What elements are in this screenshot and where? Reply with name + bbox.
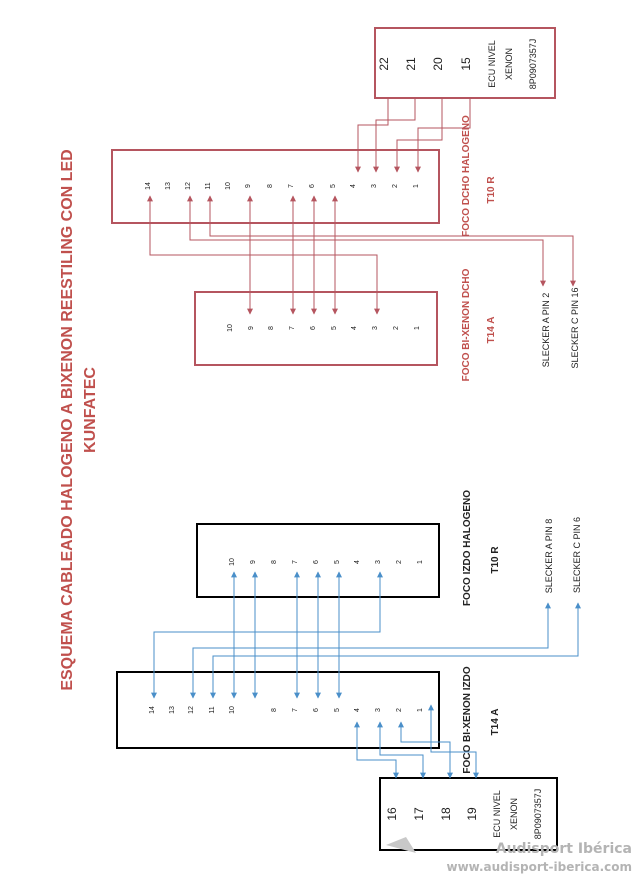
halogen-left-title: FOCO IZDO HALOGENO (462, 489, 473, 607)
bixenon-left-pin-1: 1 (417, 708, 424, 712)
bixenon-left (117, 666, 501, 773)
halogen-left-pin-5: 5 (334, 560, 341, 564)
wire-r-14-3 (150, 196, 377, 314)
ecu-right-code: 8P0907357J (528, 38, 538, 90)
bixenon-right-pin-3: 3 (372, 326, 379, 330)
slecker-right-c: SLECKER C PIN 16 (570, 287, 580, 369)
bixenon-right-pin-7: 7 (289, 326, 296, 330)
bixenon-left-pin-2: 2 (396, 708, 403, 712)
halogen-right-box (112, 150, 439, 223)
halogen-right-pin-5: 5 (330, 184, 337, 188)
ecu-right-pin-21: 21 (404, 57, 418, 71)
right-wires (150, 98, 573, 314)
wire-l-slecker-12 (193, 603, 548, 698)
halogen-right (112, 115, 497, 237)
bixenon-right (195, 268, 497, 381)
halogen-right-pin-2: 2 (392, 184, 399, 188)
halogen-right-pin-1: 1 (413, 184, 420, 188)
halogen-left-pin-6: 6 (313, 560, 320, 564)
bixenon-left-title: FOCO BI-XENON IZDO (462, 666, 473, 774)
halogen-left-pin-7: 7 (292, 560, 299, 564)
halogen-left (197, 490, 501, 606)
bixenon-left-pin-10: 10 (229, 706, 236, 714)
slecker-left-a: SLECKER A PIN 8 (544, 518, 554, 594)
halogen-right-pin-13: 13 (165, 182, 172, 190)
halogen-left-pin-3: 3 (375, 560, 382, 564)
ecu-left-label: ECU NIVEL (492, 790, 502, 838)
bixenon-right-conn: T14 A (486, 316, 497, 344)
bixenon-left-pin-8: 8 (271, 708, 278, 712)
diagram-subtitle: KUNFATEC (82, 367, 99, 453)
halogen-left-conn: T10 R (490, 546, 501, 574)
halogen-right-conn: T10 R (486, 176, 497, 204)
bixenon-right-pin-5: 5 (331, 326, 338, 330)
bixenon-left-pin-7: 7 (292, 708, 299, 712)
bixenon-right-pin-6: 6 (310, 326, 317, 330)
halogen-right-pin-4: 4 (350, 184, 357, 188)
bixenon-left-pin-12: 12 (188, 706, 195, 714)
watermark-brand: Audisport Ibérica (495, 841, 632, 857)
halogen-left-pin-9: 9 (250, 560, 257, 564)
bixenon-right-pin-9: 9 (248, 326, 255, 330)
halogen-right-pin-8: 8 (267, 184, 274, 188)
bixenon-right-pin-4: 4 (351, 326, 358, 330)
bixenon-left-pin-13: 13 (169, 706, 176, 714)
bixenon-left-pin-6: 6 (313, 708, 320, 712)
ecu-right-pin-22: 22 (377, 57, 391, 71)
ecu-right-pin-20: 20 (431, 57, 445, 71)
watermark-url: www.audisport-iberica.com (446, 860, 632, 874)
wire-r-11-slecker (210, 196, 573, 286)
halogen-right-pin-14: 14 (145, 182, 152, 190)
wire-l-4-ecu16 (357, 722, 396, 778)
ecu-left-code: 8P0907357J (533, 788, 543, 840)
bixenon-left-pin-11: 11 (209, 706, 216, 714)
bixenon-right-pin-10: 10 (227, 324, 234, 332)
halogen-left-pin-1: 1 (417, 560, 424, 564)
wire-ecu20-halogen2 (397, 98, 442, 172)
halogen-right-pin-6: 6 (309, 184, 316, 188)
wire-ecu22-halogen4 (358, 98, 388, 172)
bixenon-left-conn: T14 A (490, 708, 501, 736)
ecu-right-label2: XENON (504, 47, 514, 81)
wire-l-2-ecu18 (401, 722, 450, 778)
slecker-right-a: SLECKER A PIN 2 (541, 292, 551, 368)
bixenon-right-pin-8: 8 (268, 326, 275, 330)
wire-l-3-14 (154, 572, 380, 698)
bixenon-left-pin-14: 14 (149, 706, 156, 714)
bixenon-left-pin-5: 5 (334, 708, 341, 712)
ecu-right-label: ECU NIVEL (487, 40, 497, 88)
bixenon-left-pin-3: 3 (375, 708, 382, 712)
halogen-right-pin-11: 11 (205, 182, 212, 190)
bixenon-left-box (117, 672, 439, 748)
halogen-right-pin-9: 9 (245, 184, 252, 188)
halogen-right-pin-3: 3 (371, 184, 378, 188)
bixenon-right-pin-2: 2 (393, 326, 400, 330)
bixenon-left-pin-4: 4 (354, 708, 361, 712)
halogen-left-pin-8: 8 (271, 560, 278, 564)
ecu-left-pin-19: 19 (465, 807, 479, 821)
bixenon-right-pin-1: 1 (414, 326, 421, 330)
ecu-right (375, 28, 555, 98)
wire-r-12-slecker (190, 196, 543, 286)
halogen-right-title: FOCO DCHO HALOGENO (461, 115, 472, 237)
wire-l-slecker-11 (213, 603, 578, 698)
halogen-right-pin-12: 12 (185, 182, 192, 190)
ecu-left-pin-18: 18 (439, 807, 453, 821)
bixenon-right-title: FOCO BI-XENON DCHO (461, 268, 472, 382)
halogen-left-pin-4: 4 (354, 560, 361, 564)
ecu-left-pin-16: 16 (385, 807, 399, 821)
halogen-left-pin-2: 2 (396, 560, 403, 564)
slecker-left-c: SLECKER C PIN 6 (572, 516, 582, 594)
wire-ecu21-halogen3 (376, 98, 415, 172)
halogen-right-pin-7: 7 (288, 184, 295, 188)
ecu-right-pin-15: 15 (459, 57, 473, 71)
ecu-left-label2: XENON (509, 797, 519, 831)
halogen-left-pin-10: 10 (229, 558, 236, 566)
diagram-title: ESQUEMA CABLEADO HALOGENO A BIXENON REESTILING CON LED (59, 149, 76, 691)
ecu-left-pin-17: 17 (412, 807, 426, 821)
halogen-right-pin-10: 10 (225, 182, 232, 190)
